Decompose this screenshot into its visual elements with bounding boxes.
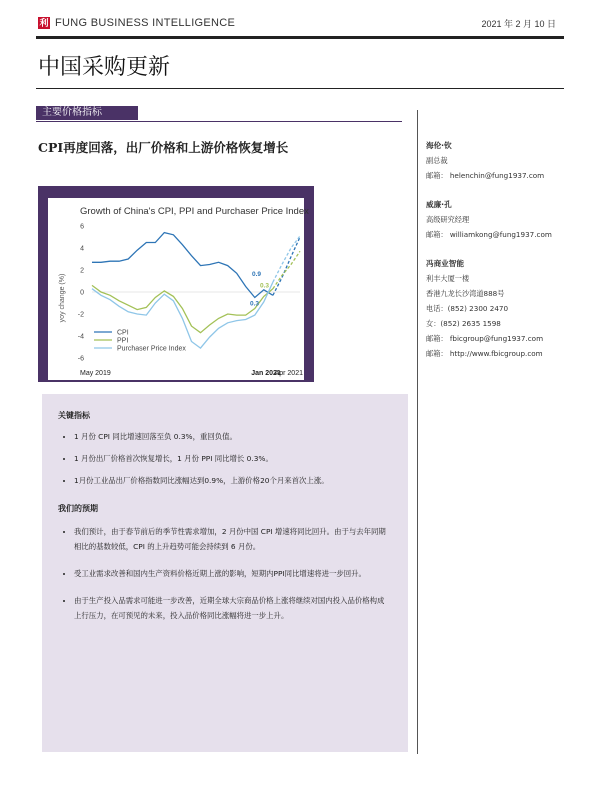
data-label: 0.3 [260, 282, 270, 290]
contact-card [426, 197, 586, 242]
top-rule [36, 36, 564, 39]
y-tick-label: 6 [80, 223, 84, 231]
legend-label: CPI [117, 329, 129, 337]
list-item: • 我们预计，由于春节前后的季节性需求增加，2 月份中国 CPI 增速将同比回升。由于与去年同期相比的基数较低，CPI 的上升趋势可能会持续到 6 月份。 [74, 524, 390, 554]
contact-card [426, 138, 586, 183]
chart-title: Growth of China's CPI, PPI and Purchaser Price Index [80, 206, 309, 217]
report-date: 2021 年 2 月 10 日 [481, 19, 556, 29]
y-axis-label: yoy change (%) [59, 273, 66, 323]
company-name: 冯商业智能 [426, 259, 464, 268]
x-tick-label: May 2019 [80, 370, 111, 377]
key-indicators-list [58, 431, 390, 487]
headline: CPI再度回落，出厂价格和上游价格恢复增长 [38, 140, 289, 155]
list-item: • 受工业需求改善和国内生产资料价格近期上涨的影响，短期内PPI同比增速将进一步回升。 [74, 566, 390, 581]
y-tick-label: -4 [77, 333, 84, 341]
brand-logo [38, 16, 235, 30]
company-address: 利丰大厦一楼 [426, 274, 470, 283]
price-index-chart [38, 186, 314, 382]
contact-email[interactable]: 邮箱： williamkong@fung1937.com [426, 230, 552, 239]
x-tick-label: Apr 2021 [274, 370, 303, 377]
y-tick-label: -2 [77, 311, 84, 319]
company-website[interactable]: 邮箱： http://www.fbicgroup.com [426, 349, 543, 358]
forecast-title: 我们的预期 [58, 504, 98, 513]
list-item: • 1 月份出厂价格首次恢复增长，1 月份 PPI 同比增长 0.3%。 [74, 453, 390, 465]
contact-name: 威廉·孔 [426, 200, 452, 209]
y-tick-label: 2 [80, 267, 84, 275]
company-email[interactable]: 邮箱： fbicgroup@fung1937.com [426, 334, 544, 343]
section-label: 主要价格指标 [36, 106, 138, 120]
chart-frame [38, 186, 314, 382]
title-rule [36, 88, 564, 89]
sidebar [426, 138, 586, 375]
highlights [58, 410, 390, 639]
forecast-list [58, 524, 390, 623]
data-label: 0.3 [250, 300, 260, 308]
y-tick-label: 0 [80, 289, 84, 297]
y-tick-label: -6 [77, 355, 84, 363]
contact-title: 副总裁 [426, 156, 448, 165]
column-divider [417, 110, 418, 754]
section-rule [36, 121, 402, 122]
logo-mark-icon: 利 [39, 18, 49, 28]
key-indicators-title: 关键指标 [58, 411, 90, 420]
company-phone: 电话：(852) 2300 2470 [426, 304, 509, 313]
y-tick-label: 4 [80, 245, 84, 253]
logo-text: FUNG BUSINESS INTELLIGENCE [55, 17, 236, 29]
legend-label: Purchaser Price Index [117, 345, 186, 353]
legend-label: PPI [117, 337, 129, 345]
x-tick-label: Jan 2021 [251, 370, 281, 377]
company-address: 香港九龙长沙湾道888号 [426, 289, 505, 298]
contact-title: 高级研究经理 [426, 215, 470, 224]
page-title: 中国采购更新 [38, 55, 171, 80]
list-item: • 1月份工业品出厂价格指数同比涨幅达到0.9%，上游价格20个月来首次上涨。 [74, 475, 390, 487]
contact-name: 海伦·钦 [426, 141, 452, 150]
list-item: • 由于生产投入品需求可能进一步改善，近期全球大宗商品价格上涨将继续对国内投入品价格构成上行压力，在可预见的未来，投入品价格同比涨幅将进一步上升。 [74, 593, 390, 623]
company-fax: 女：(852) 2635 1598 [426, 319, 501, 328]
company-card [426, 256, 586, 361]
list-item: • 1 月份 CPI 同比增速回落至负 0.3%，重回负值。 [74, 431, 390, 443]
contact-email[interactable]: 邮箱： helenchin@fung1937.com [426, 171, 545, 180]
data-label: 0.9 [252, 271, 262, 279]
